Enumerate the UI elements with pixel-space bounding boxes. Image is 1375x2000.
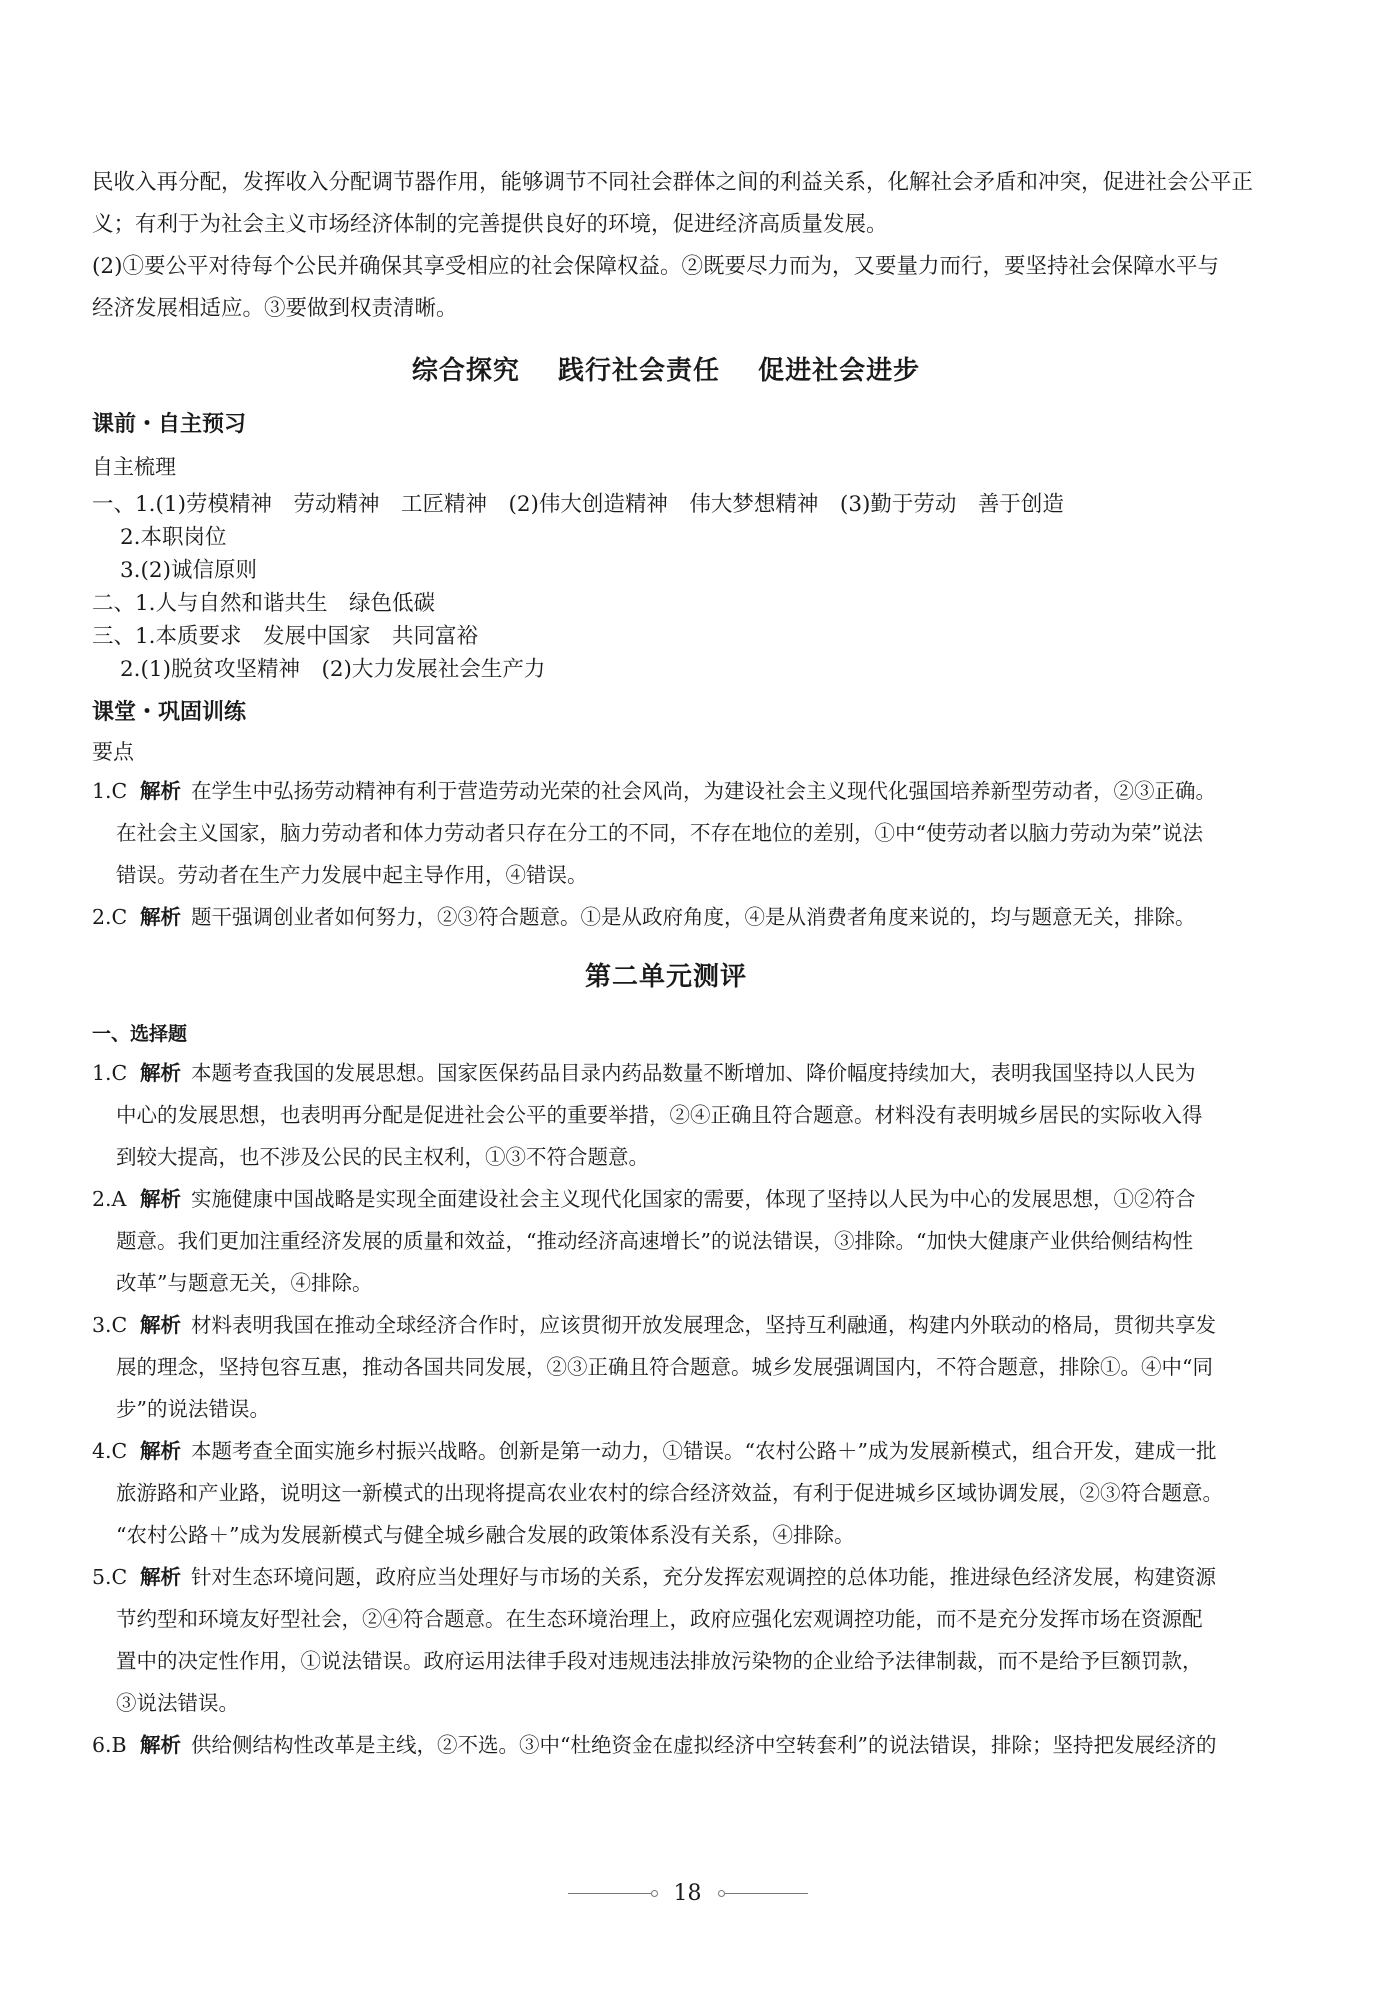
answer-item <box>92 1556 1240 1724</box>
answer-text: 在学生中弘扬劳动精神有利于营造劳动光荣的社会风尚，为建设社会主义现代化强国培养新型劳动者，②③正确。 <box>191 779 1216 803</box>
answer-item <box>92 1724 1240 1766</box>
analysis-label: 解析 <box>140 1565 181 1589</box>
answer-item <box>92 1052 1240 1178</box>
answer-number: 6.B <box>92 1733 127 1757</box>
answer-text: 到较大提高，也不涉及公民的民主权利，①③不符合题意。 <box>116 1145 649 1169</box>
analysis-label: 解析 <box>140 1733 181 1757</box>
answer-text: 旅游路和产业路，说明这一新模式的出现将提高农业农村的综合经济效益，有利于促进城乡区域协调发展，②③符合题意。 <box>116 1481 1223 1505</box>
preview-heading: 课前・自主预习 <box>92 412 247 437</box>
class-heading: 课堂・巩固训练 <box>92 700 247 725</box>
preview-line: 三、1.本质要求 发展中国家 共同富裕 <box>92 624 479 649</box>
page-content <box>92 162 1254 1766</box>
answer-text: 中心的发展思想，也表明再分配是促进社会公平的重要举措，②④正确且符合题意。材料没有表明城乡居民的实际收入得 <box>116 1103 1203 1127</box>
answer-item <box>92 1304 1240 1430</box>
answer-number: 2.A <box>92 1187 127 1211</box>
answer-text: 节约型和环境友好型社会，②④符合题意。在生态环境治理上，政府应强化宏观调控功能，而不是充分发挥市场在资源配 <box>116 1607 1203 1631</box>
answer-text: 实施健康中国战略是实现全面建设社会主义现代化国家的需要，体现了坚持以人民为中心的发展思想，①②符合 <box>191 1187 1196 1211</box>
answer-number: 5.C <box>92 1565 128 1589</box>
answer-text: 供给侧结构性改革是主线，②不选。③中“杜绝资金在虚拟经济中空转套利”的说法错误，排除；坚持把发展经济的 <box>191 1733 1217 1757</box>
title-part: 综合探究 <box>411 356 520 386</box>
preview-line: 二、1.人与自然和谐共生 绿色低碳 <box>92 591 436 616</box>
answer-item <box>92 770 1240 896</box>
class-subheading: 要点 <box>92 740 134 764</box>
answer-text: 本题考查我国的发展思想。国家医保药品目录内药品数量不断增加、降价幅度持续加大，表明我国坚持以人民为 <box>191 1061 1196 1085</box>
page-footer <box>0 1878 1375 1908</box>
answer-number: 3.C <box>92 1313 128 1337</box>
preview-line: 一、1.(1)劳模精神 劳动精神 工匠精神 (2)伟大创造精神 伟大梦想精神 (3)勤于劳动 善于创造 <box>92 492 1064 517</box>
intro-line: 义；有利于为社会主义市场经济体制的完善提供良好的环境，促进经济高质量发展。 <box>92 212 888 237</box>
choice-heading: 一、选择题 <box>92 1023 188 1045</box>
answer-number: 2.C <box>92 905 128 929</box>
analysis-label: 解析 <box>140 1439 181 1463</box>
answer-text: 针对生态环境问题，政府应当处理好与市场的关系，充分发挥宏观调控的总体功能，推进绿色经济发展，构建资源 <box>191 1565 1216 1589</box>
title-part: 促进社会进步 <box>758 356 921 386</box>
answer-number: 1.C <box>92 779 128 803</box>
section1-title <box>92 350 1240 392</box>
answer-item <box>92 1430 1240 1556</box>
answer-text: 本题考查全面实施乡村振兴战略。创新是第一动力，①错误。“农村公路＋”成为发展新模式，组合开发，建成一批 <box>191 1439 1217 1463</box>
footer-ornament-right <box>722 1893 808 1894</box>
answer-text: 置中的决定性作用，①说法错误。政府运用法律手段对违规违法排放污染物的企业给予法律制裁，而不是给予巨额罚款， <box>116 1649 1203 1673</box>
preview-line: 2.本职岗位 <box>120 525 227 550</box>
preview-line: 3.(2)诚信原则 <box>120 558 257 583</box>
intro-paragraph <box>92 162 1254 330</box>
preview-list <box>92 488 1240 686</box>
preview-subheading: 自主梳理 <box>92 455 176 479</box>
answer-text: “农村公路＋”成为发展新模式与健全城乡融合发展的政策体系没有关系，④排除。 <box>116 1523 855 1547</box>
answer-text: 错误。劳动者在生产力发展中起主导作用，④错误。 <box>116 863 588 887</box>
analysis-label: 解析 <box>140 1187 181 1211</box>
preview-line: 2.(1)脱贫攻坚精神 (2)大力发展社会生产力 <box>120 657 546 682</box>
analysis-label: 解析 <box>140 779 181 803</box>
analysis-label: 解析 <box>140 905 181 929</box>
answer-text: 题干强调创业者如何努力，②③符合题意。①是从政府角度，④是从消费者角度来说的，均与题意无关，排除。 <box>191 905 1196 929</box>
answer-number: 4.C <box>92 1439 128 1463</box>
footer-ornament-left <box>568 1893 654 1894</box>
answer-text: 材料表明我国在推动全球经济合作时，应该贯彻开放发展理念，坚持互利融通，构建内外联动的格局，贯彻共享发 <box>191 1313 1216 1337</box>
title-part: 践行社会责任 <box>557 356 720 386</box>
intro-line: 经济发展相适应。③要做到权责清晰。 <box>92 296 458 321</box>
answer-text: 题意。我们更加注重经济发展的质量和效益，“推动经济高速增长”的说法错误，③排除。“加快大健康产业供给侧结构性 <box>116 1229 1193 1253</box>
answer-text: 在社会主义国家，脑力劳动者和体力劳动者只存在分工的不同，不存在地位的差别，①中“使劳动者以脑力劳动为荣”说法 <box>116 821 1203 845</box>
answer-text: 改革”与题意无关，④排除。 <box>116 1271 373 1295</box>
intro-line: (2)①要公平对待每个公民并确保其享受相应的社会保障权益。②既要尽力而为，又要量力而行，要坚持社会保障水平与 <box>92 254 1219 279</box>
answer-text: 步”的说法错误。 <box>116 1397 270 1421</box>
answer-number: 1.C <box>92 1061 128 1085</box>
analysis-label: 解析 <box>140 1313 181 1337</box>
page-number: 18 <box>673 1880 702 1906</box>
answer-text: ③说法错误。 <box>116 1691 239 1715</box>
answer-item <box>92 1178 1240 1304</box>
analysis-label: 解析 <box>140 1061 181 1085</box>
intro-line: 民收入再分配，发挥收入分配调节器作用，能够调节不同社会群体之间的利益关系，化解社会矛盾和冲突，促进社会公平正 <box>92 170 1254 195</box>
section2-title: 第二单元测评 <box>584 962 747 992</box>
answer-item <box>92 896 1240 938</box>
answer-text: 展的理念，坚持包容互惠，推动各国共同发展，②③正确且符合题意。城乡发展强调国内，不符合题意，排除①。④中“同 <box>116 1355 1213 1379</box>
